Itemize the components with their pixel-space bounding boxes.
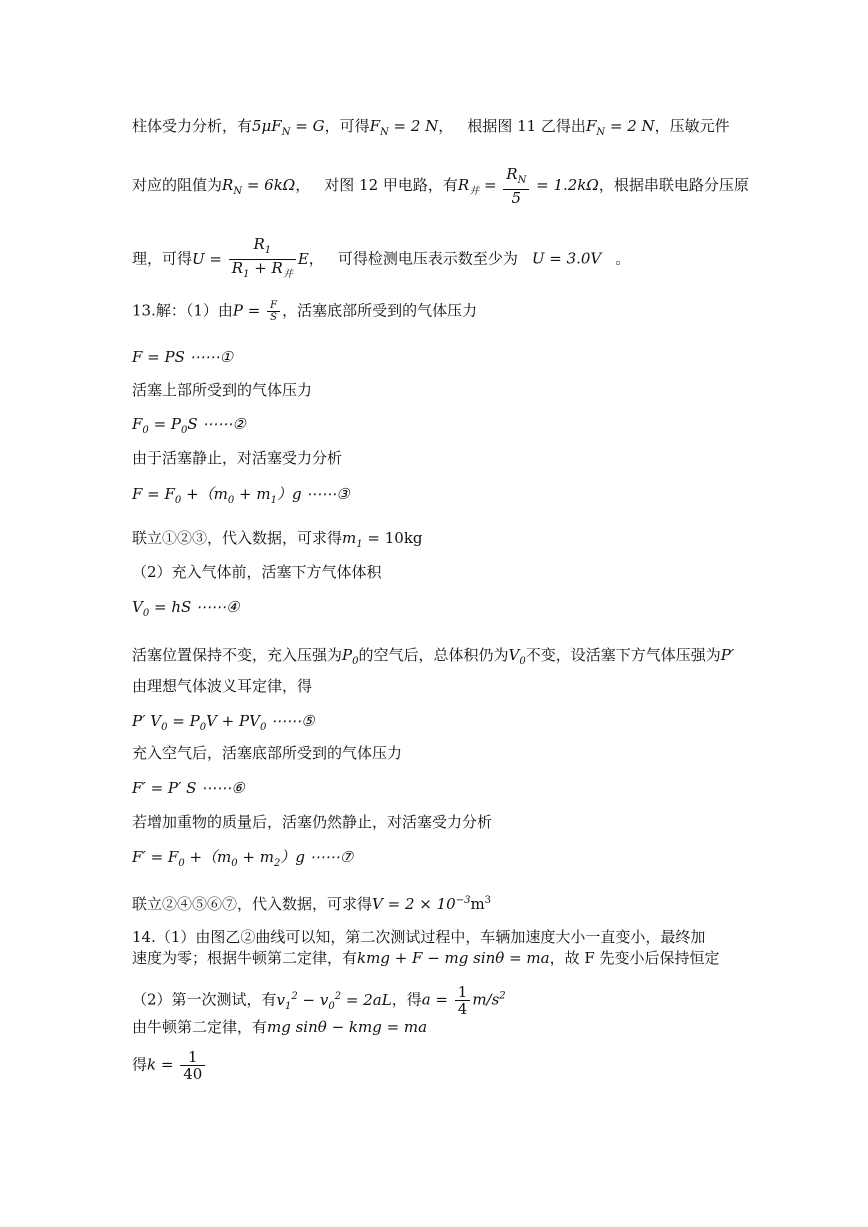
q13-eq3: $F = F_0 +(m_0 + m_1)g$ ⋯⋯③: [132, 485, 350, 506]
p2-line: [132, 166, 749, 206]
text: 。: [615, 249, 631, 268]
q13-text: （2）充入气体前，活塞下方气体体积: [132, 563, 382, 581]
q13-eq4: $V_0$ = hS ⋯⋯④: [132, 598, 240, 619]
fraction: $\frac{F}{S}$: [267, 300, 280, 323]
q13-eq5: P′ $V_0 = P_0V + PV_0$ ⋯⋯⑤: [132, 712, 315, 733]
q13-eq1: F = PS ⋯⋯①: [132, 348, 234, 366]
equation: $5\mu F_N = G$: [252, 117, 325, 138]
q13-result1: 联立①②③，代入数据，可求得$m_1 = 10kg$: [132, 529, 423, 550]
fraction: $\frac{R_N}{5}$: [503, 166, 529, 206]
text: ，: [295, 176, 311, 194]
text: ，: [598, 176, 614, 194]
q13-text: 由于活塞静止，对活塞受力分析: [132, 449, 343, 467]
equation: $F_N = 2$ N: [585, 117, 655, 138]
q13-text: 由理想气体波义耳定律，得: [132, 677, 313, 695]
q13-text: 若增加重物的质量后，活塞仍然静止，对活塞受力分析: [132, 813, 493, 831]
q13-eq7: $F' = F_0 +(m_0 + m_2)g$ ⋯⋯⑦: [132, 848, 354, 869]
equation: U = 3.0V: [531, 249, 602, 268]
text: 理，可得: [132, 249, 193, 268]
q13-eq2: $F_0 = P_0S$ ⋯⋯②: [132, 415, 246, 436]
text: ，压敏元件: [654, 117, 730, 135]
q13-text: 充入空气后，活塞底部所受到的气体压力: [132, 744, 403, 762]
q14-text: 得k = $\frac{1}{40}$: [132, 1049, 207, 1082]
fraction: $\frac{1}{4}$: [455, 984, 471, 1017]
q14-text: 14.（1）由图乙②曲线可以知，第二次测试过程中，车辆加速度大小一直变小，最终加: [132, 928, 706, 946]
q14-text: （2）第一次测试，有$v_1^2 - v_0^2 = 2aL$，得a = $\frac{1}{4}$ $m/s^2$: [132, 983, 506, 1018]
q14-text: 速度为零；根据牛顿第二定律，有kmg + F − mg sinθ = ma，故 F 先变小后保持恒定: [132, 949, 720, 967]
equation: U = $\frac{R_1}{R_1 + R_并}$ E: [192, 250, 309, 268]
text: ，可得: [324, 117, 370, 135]
p3-line: [132, 236, 630, 283]
text: ，: [438, 117, 454, 135]
q13-result2: 联立②④⑤⑥⑦，代入数据，可求得$V = 2 \times 10^{-3}m^3$: [132, 895, 492, 913]
q14-text: 由牛顿第二定律，有mg sinθ − kmg = ma: [132, 1018, 428, 1036]
p1-line: [132, 116, 730, 143]
text: ，: [308, 249, 324, 268]
fraction: $\frac{R_1}{R_1 + R_并}$: [229, 236, 296, 283]
equation: $R_并$ = $\frac{R_N}{5}$ = 1.2kΩ: [457, 165, 599, 207]
equation: $F_N = 2$ N: [369, 117, 439, 138]
q13-head: 13.解：（1）由P = $\frac{F}{S}$ ，活塞底部所受到的气体压力: [132, 300, 478, 323]
q13-text: 活塞上部所受到的气体压力: [132, 381, 313, 399]
text: 对应的阻值为: [132, 176, 223, 194]
fraction: $\frac{1}{40}$: [180, 1049, 205, 1082]
text: 根据图 11 乙得出: [467, 117, 586, 135]
equation: $R_N = 6k\Omega$: [222, 176, 296, 197]
text: 可得检测电压表示数至少为: [337, 249, 518, 268]
text: 柱体受力分析，有: [132, 117, 253, 135]
q13-text: 活塞位置保持不变，充入压强为$P_0$的空气后，总体积仍为$V_0$不变，设活塞下方气体压强为P′: [132, 646, 735, 667]
text: 对图 12 甲电路，有: [324, 176, 458, 194]
q13-eq6: F′ = P′ S ⋯⋯⑥: [132, 779, 245, 797]
text: 根据串联电路分压原: [613, 176, 749, 194]
